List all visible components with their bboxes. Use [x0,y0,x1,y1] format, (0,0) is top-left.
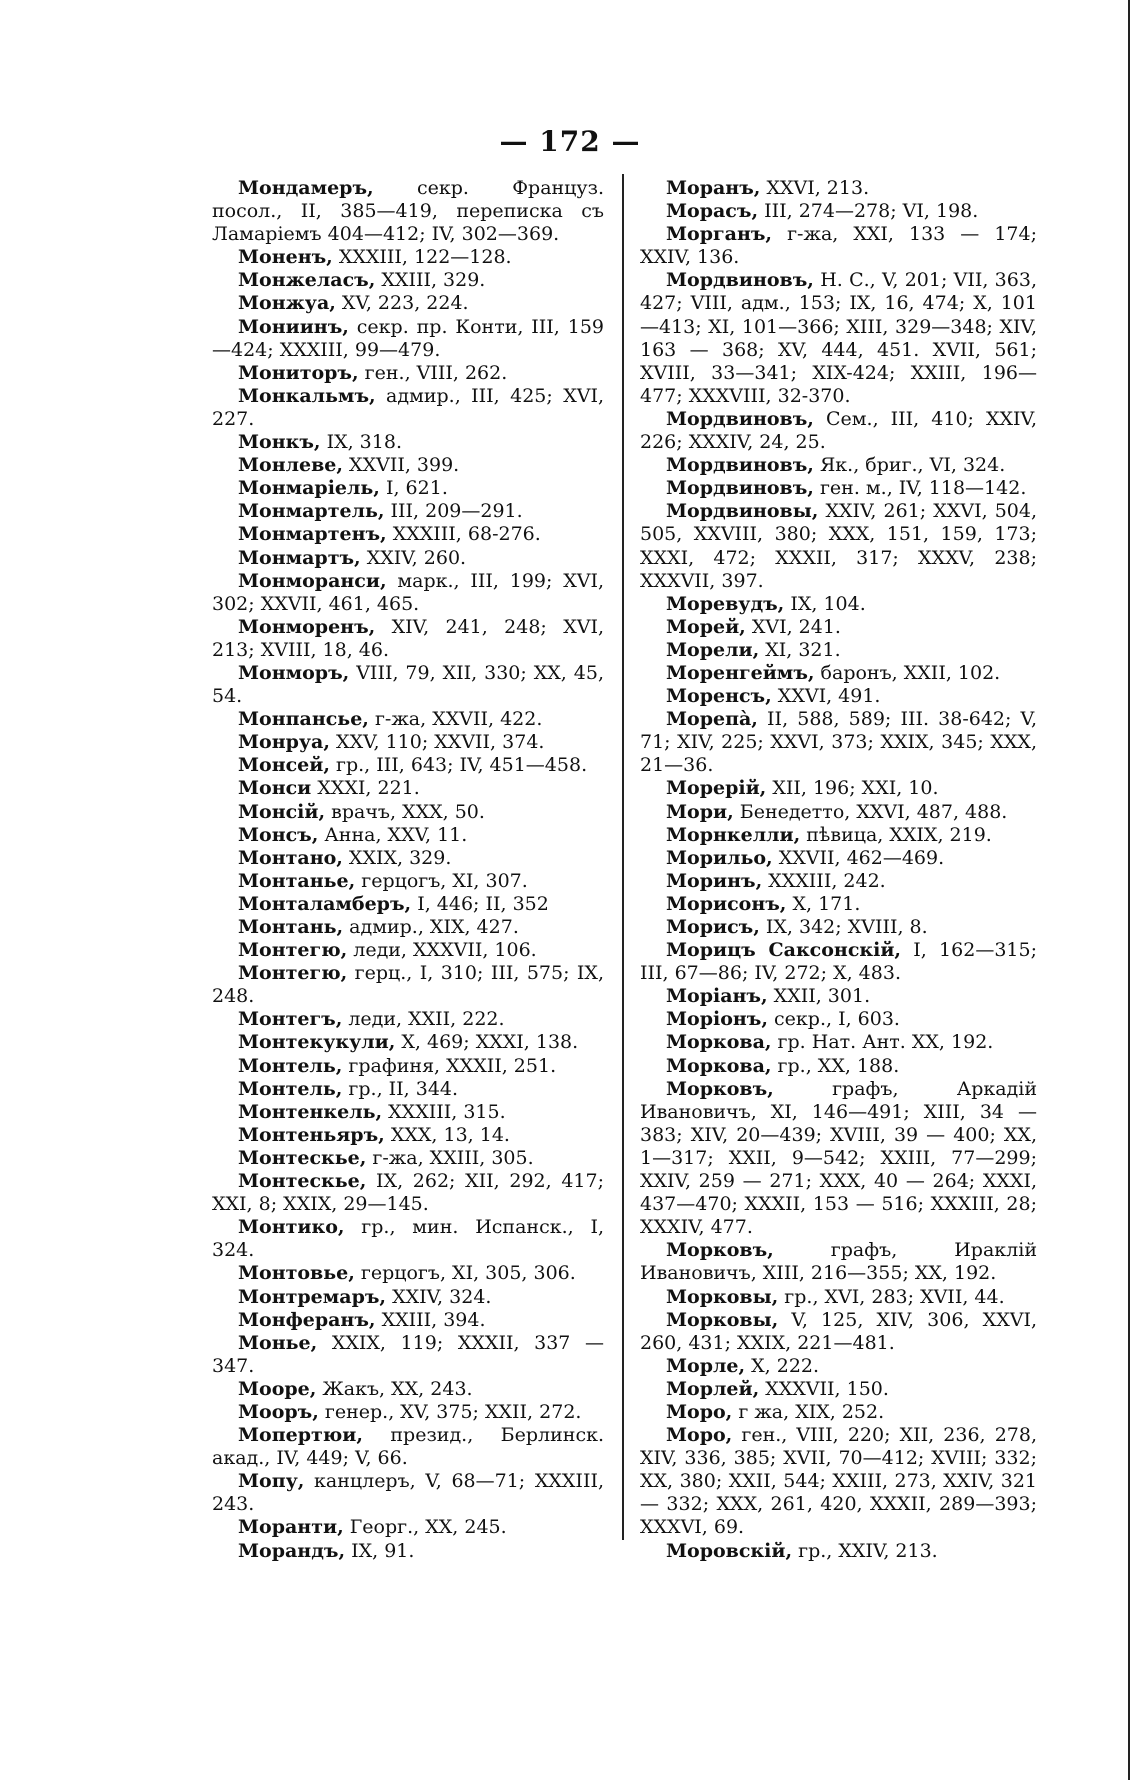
entry-references: XXII, 301. [767,985,871,1008]
entry-name: Монтель, [238,1054,343,1077]
index-entry [212,1170,604,1216]
entry-name: Морковъ, [666,1077,774,1100]
index-entry [212,662,604,708]
index-entry [212,777,604,800]
index-entry [640,662,1037,685]
page-edge-rule [1128,0,1130,1780]
index-entry [640,177,1037,200]
index-entry [212,1262,604,1285]
entry-references: XXXIII, 242. [762,869,886,892]
entry-references: адмир., III, 425; XVI, 227. [212,384,604,430]
entry-name: Моненъ, [238,246,333,269]
entry-references: гр., XXIV, 213. [792,1539,938,1562]
entry-references: XI, 321. [759,638,841,661]
entry-references: V, 125, XIV, 306, XXVI, 260, 431; XXIX, 221—481. [640,1308,1037,1354]
entry-references: IX, 318. [320,431,402,454]
index-entry [212,431,604,454]
index-entry [640,1239,1037,1285]
index-entry [640,1309,1037,1355]
entry-references: графъ, Ираклій Ивановичъ, XIII, 216—355; XX, 192. [640,1239,1037,1285]
entry-references: XXIV, 261; XXVI, 504, 505, XXVIII, 380; XXX, 151, 159, 173; XXXI, 472; XXXII, 317; XXXV, 238; XXXVII, 397. [640,500,1037,592]
index-entry [640,454,1037,477]
index-entry [212,1286,604,1309]
entry-name: Мооръ, [238,1400,319,1423]
index-entry [640,1286,1037,1309]
index-entry [640,1355,1037,1378]
entry-references: гр., II, 344. [342,1077,459,1100]
entry-references: секр. пр. Конти, III, 159—424; XXXIII, 99—479. [212,315,604,361]
index-entry [212,1309,604,1332]
entry-name: Морнкелли, [666,823,801,846]
index-entry [212,292,604,315]
entry-name: Монтеньяръ, [238,1123,385,1146]
index-column-right [640,177,1037,1563]
entry-name: Мори, [666,800,734,823]
entry-name: Монморъ, [238,661,350,684]
entry-name: Монсей, [238,754,330,777]
entry-name: Моринъ, [666,869,763,892]
entry-name: Мооре, [238,1377,317,1400]
entry-references: XXXIII, 68-276. [386,523,541,546]
entry-references: IX, 342; XVIII, 8. [759,916,928,938]
index-entry [212,246,604,269]
entry-references: гр., III, 643; IV, 451—458. [329,754,588,777]
entry-name: Монжеласъ, [238,269,376,292]
entry-name: Мониторъ, [238,361,359,384]
index-entry [212,847,604,870]
entry-name: Монтано, [238,846,343,869]
entry-references: марк., III, 199; XVI, 302; XXVII, 461, 465. [212,569,604,615]
entry-name: Монмаріель, [238,477,380,500]
entry-references: XXIII, 329. [375,269,486,292]
index-entry [212,962,604,1008]
index-entry [640,708,1037,777]
entry-name: Мордвиновы, [666,500,819,523]
entry-references: X, 469; XXXI, 138. [395,1031,579,1054]
entry-references: Георг., XX, 245. [343,1516,507,1539]
entry-name: Моркова, [666,1054,772,1077]
entry-name: Моро, [666,1400,733,1423]
entry-references: канцлеръ, V, 68—71; XXXIII, 243. [212,1470,604,1516]
index-entry [212,708,604,731]
index-entry [640,1424,1037,1539]
index-entry [212,1332,604,1378]
index-entry [212,1470,604,1516]
entry-name: Моріанъ, [666,985,768,1008]
entry-references: XVI, 241. [745,615,841,638]
entry-name: Морисонъ, [666,892,787,915]
entry-references: XXVII, 399. [343,454,460,477]
index-entry [212,939,604,962]
entry-name: Морасъ, [666,200,759,223]
index-entry [640,777,1037,800]
entry-references: I, 162—315; III, 67—86; IV, 272; X, 483. [640,939,1037,985]
entry-name: Монтанье, [238,869,356,892]
entry-name: Мордвиновъ, [666,407,814,430]
index-entry [640,269,1037,408]
index-entry [640,1401,1037,1424]
index-entry [640,939,1037,985]
entry-references: XXXIII, 315. [382,1100,506,1123]
entry-name: Монтескье, [238,1170,367,1193]
entry-references: XXVII, 462—469. [772,846,945,869]
index-entry [212,177,604,246]
index-entry [640,893,1037,916]
index-entry [212,1378,604,1401]
index-entry [640,1031,1037,1054]
entry-name: Монмартъ, [238,546,361,569]
entry-references: I, 621. [379,477,448,500]
entry-name: Морицъ Саксонскій, [666,939,902,962]
index-entry [640,847,1037,870]
entry-name: Монкальмъ, [238,384,376,407]
index-entry [212,269,604,292]
index-entry [640,408,1037,454]
index-entry [212,1401,604,1424]
entry-name: Монтекукули, [238,1031,396,1054]
index-entry [212,616,604,662]
entry-references: Бенедетто, XXVI, 487, 488. [733,800,1008,823]
entry-references: гр. Нат. Ант. XX, 192. [771,1031,994,1054]
entry-name: Моріонъ, [666,1008,768,1031]
entry-references: герц., I, 310; III, 575; IX, 248. [212,962,604,1008]
entry-references: XXIII, 394. [375,1308,486,1331]
entry-name: Монтескье, [238,1146,367,1169]
entry-references: Сем., III, 410; XXIV, 226; XXXIV, 24, 25. [640,407,1037,454]
entry-name: Монтань, [238,916,344,938]
entry-name: Морандъ, [238,1539,346,1562]
index-entry [212,362,604,385]
entry-references: XII, 196; XXI, 10. [766,777,939,800]
index-entry [212,1008,604,1031]
index-entry [640,685,1037,708]
index-entry [212,385,604,431]
entry-references: XV, 223, 224. [335,292,469,315]
index-entry [640,870,1037,893]
entry-references: Анна, XXV, 11. [318,823,468,846]
entry-name: Мордвиновъ, [666,477,814,500]
entry-name: Монталамберъ, [238,892,412,915]
entry-references: II, 588, 589; III. 38-642; V, 71; XIV, 225; XXVI, 373; XXIX, 345; XXX, 21—36. [640,708,1037,777]
entry-name: Моранъ, [666,177,761,199]
entry-references: леди, XXXVII, 106. [347,939,537,962]
entry-name: Монферанъ, [238,1308,376,1331]
index-entry [640,1078,1037,1240]
entry-name: Монтегю, [238,962,348,985]
entry-name: Монтегъ, [238,1008,343,1031]
entry-references: XXXVII, 150. [759,1377,889,1400]
entry-references: XXIV, 260. [360,546,467,569]
entry-references: врачъ, XXX, 50. [325,800,485,823]
index-entry [640,824,1037,847]
index-entry [212,754,604,777]
entry-references: XXXI, 221. [311,777,420,800]
entry-name: Монье, [238,1331,318,1354]
index-entry [640,801,1037,824]
entry-name: Морганъ, [666,223,773,246]
entry-references: г-жа, XXVII, 422. [368,708,543,731]
entry-references: графъ, Аркадій Ивановичъ, XI, 146—491; XIII, 34 — 383; XIV, 20—439; XVIII, 39 — 400; XX, 1—317; XXII, 9—542; XXIII, 77—299; XXIV, 259 — 271; XXX, 40 — 264; XXXI, 437—470; XXXII, 153 — 516; XXXIII, 28; XXXIV, 477. [640,1077,1037,1239]
entry-references: секр., I, 603. [767,1008,900,1031]
index-entry [212,731,604,754]
entry-references: Як., бриг., VI, 324. [813,454,1006,477]
entry-references: презид., Берлинск. акад., IV, 449; V, 66. [212,1424,604,1470]
entry-name: Морей, [666,615,746,638]
entry-references: графиня, XXXII, 251. [342,1054,557,1077]
entry-references: адмир., XIX, 427. [343,916,519,938]
entry-name: Морковъ, [666,1239,774,1262]
index-entry [212,454,604,477]
entry-references: гр., мин. Испанск., I, 324. [212,1216,604,1262]
index-entry [640,1055,1037,1078]
index-entry [640,985,1037,1008]
entry-references: XXIV, 324. [386,1285,492,1308]
index-entry [212,1101,604,1124]
index-entry [212,500,604,523]
entry-references: III, 209—291. [384,500,523,523]
entry-references: Н. С., V, 201; VII, 363, 427; VIII, адм., 153; IX, 16, 474; X, 101—413; XI, 101—366; XIII, 329—348; XIV, 163 — 368; XV, 444, 451. XVII, 561; XVIII, 33—341; XIX-424; XXIII, 196—477; XXXVIII, 32-370. [640,269,1037,407]
entry-references: г-жа, XXIII, 305. [366,1146,534,1169]
entry-references: ген. м., IV, 118—142. [813,477,1027,500]
entry-name: Монлеве, [238,454,344,477]
entry-name: Мопертюи, [238,1424,363,1447]
index-entry [640,916,1037,939]
entry-name: Моренгеймъ, [666,661,815,684]
entry-name: Морисъ, [666,916,760,938]
index-entry [212,893,604,916]
entry-name: Монжуа, [238,292,336,315]
entry-name: Моревудъ, [666,592,785,615]
entry-name: Морели, [666,638,760,661]
entry-references: XXXIII, 122—128. [332,246,512,269]
entry-references: IX, 91. [345,1539,415,1562]
index-entry [640,500,1037,592]
index-entry [212,1055,604,1078]
index-entry [212,870,604,893]
entry-references: XXX, 13, 14. [384,1123,510,1146]
entry-name: Мордвиновъ, [666,454,814,477]
entry-references: X, 171. [786,892,861,915]
entry-references: IX, 262; XII, 292, 417; XXI, 8; XXIX, 29—145. [212,1170,604,1216]
entry-references: генер., XV, 375; XXII, 272. [318,1400,582,1423]
column-divider [622,174,624,1540]
index-entry [212,1031,604,1054]
entry-name: Морерій, [666,777,767,800]
entry-references: XXVI, 491. [771,685,881,708]
index-entry [640,200,1037,223]
entry-references: г жа, XIX, 252. [732,1400,885,1423]
index-entry [212,1540,604,1563]
entry-references: гр., XVI, 283; XVII, 44. [778,1285,1005,1308]
entry-references: Жакъ, XX, 243. [316,1377,473,1400]
entry-name: Мониинъ, [238,315,349,338]
index-entry [212,1147,604,1170]
entry-name: Монтель, [238,1077,343,1100]
index-entry [212,1216,604,1262]
index-entry [640,477,1037,500]
index-entry [640,1008,1037,1031]
entry-references: III, 274—278; VI, 198. [758,200,979,223]
entry-name: Монсій, [238,800,326,823]
index-entry [212,1078,604,1101]
index-entry [212,523,604,546]
entry-references: ген., VIII, 262. [358,361,508,384]
entry-name: Монтовье, [238,1262,355,1285]
index-entry [640,593,1037,616]
entry-name: Морлей, [666,1377,760,1400]
entry-references: ген., VIII, 220; XII, 236, 278, XIV, 336, 385; XVII, 70—412; XVIII; 332; XX, 380; XXII, 544; XXIII, 273, XXIV, 321 — 332; XXX, 261, 420, XXXII, 289—393; XXXVI, 69. [640,1424,1037,1539]
index-entry [640,1540,1037,1563]
entry-references: XIV, 241, 248; XVI, 213; XVIII, 18, 46. [212,615,604,661]
entry-name: Монмартель, [238,500,385,523]
entry-name: Монмартенъ, [238,523,387,546]
index-entry [212,316,604,362]
entry-references: гр., XX, 188. [771,1054,900,1077]
index-entry [640,1378,1037,1401]
index-entry [640,639,1037,662]
entry-references: XXV, 110; XXVII, 374. [330,731,545,754]
entry-name: Монкъ, [238,431,321,454]
entry-references: г-жа, XXI, 133 — 174; XXIV, 136. [640,223,1037,269]
entry-name: Морильо, [666,846,773,869]
entry-name: Монтегю, [238,939,348,962]
entry-references: герцогъ, XI, 305, 306. [354,1262,576,1285]
index-entry [212,570,604,616]
index-entry [212,547,604,570]
index-entry [212,801,604,824]
entry-references: VIII, 79, XII, 330; XX, 45, 54. [212,661,604,708]
entry-name: Монтико, [238,1216,345,1239]
entry-name: Монтремаръ, [238,1285,387,1308]
entry-name: Монморанси, [238,569,387,592]
entry-name: Мордвиновъ, [666,269,814,292]
entry-name: Моранти, [238,1516,344,1539]
entry-name: Морковы, [666,1285,779,1308]
index-entry [640,223,1037,269]
index-entry [640,616,1037,639]
entry-references: I, 446; II, 352 [411,892,549,915]
index-entry [212,1516,604,1539]
page-number: — 172 — [499,125,641,158]
entry-references: XXIX, 329. [342,846,452,869]
entry-references: пѣвица, XXIX, 219. [800,823,992,846]
entry-name: Мопу, [238,1470,305,1493]
entry-references: IX, 104. [784,592,866,615]
index-entry [212,916,604,939]
index-entry [212,1124,604,1147]
entry-name: Монси [238,777,312,800]
entry-name: Монпансье, [238,708,369,731]
entry-references: леди, XXII, 222. [342,1008,505,1031]
entry-name: Моровскій, [666,1539,793,1562]
index-entry [212,477,604,500]
entry-references: герцогъ, XI, 307. [355,869,528,892]
entry-name: Моркова, [666,1031,772,1054]
entry-name: Моро, [666,1424,733,1447]
entry-name: Морковы, [666,1308,779,1331]
entry-references: XXVI, 213. [760,177,870,199]
entry-references: секр. Француз. посол., II, 385—419, переписка съ Ламаріемъ 404—412; IV, 302—369. [212,177,604,246]
entry-references: X, 222. [745,1354,820,1377]
entry-name: Мондамеръ, [238,177,374,199]
index-entry [212,1424,604,1470]
entry-name: Монтенкель, [238,1100,383,1123]
entry-references: XXIX, 119; XXXII, 337 — 347. [212,1331,604,1377]
entry-name: Монсъ, [238,823,319,846]
index-column-left [212,177,604,1563]
entry-name: Монморенъ, [238,615,376,638]
entry-references: баронъ, XXII, 102. [814,661,1001,684]
entry-name: Морепà, [666,708,758,731]
entry-name: Монруа, [238,731,330,754]
entry-name: Моренсъ, [666,685,772,708]
entry-name: Морле, [666,1354,746,1377]
index-entry [212,824,604,847]
